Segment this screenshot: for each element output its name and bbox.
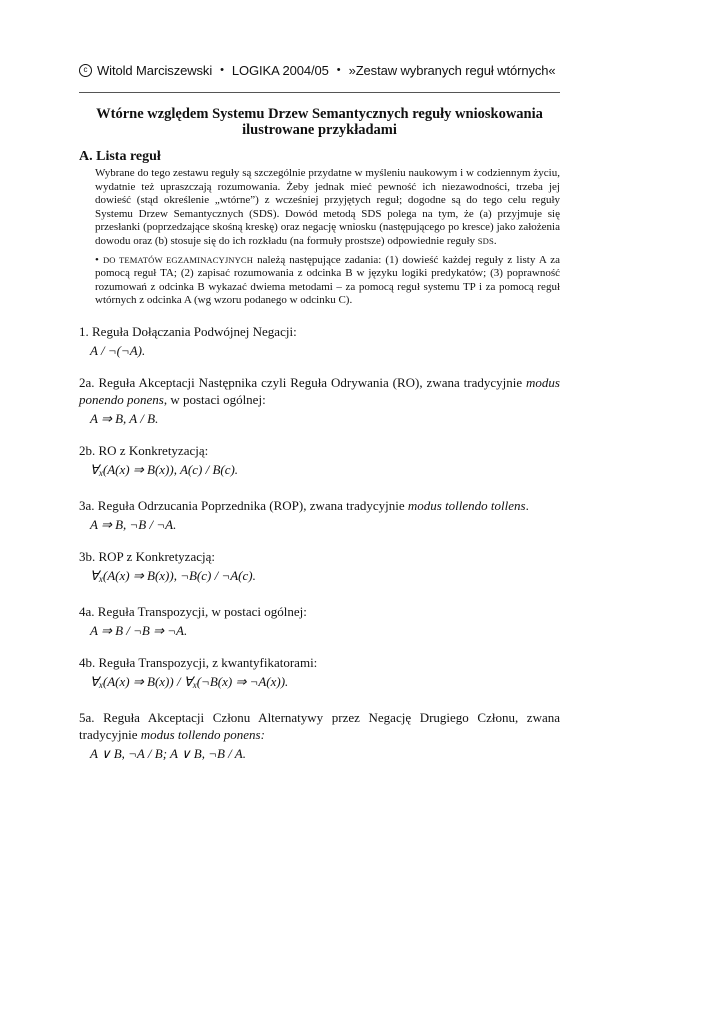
rule-4b-formula-rest: (¬B(x) ⇒ ¬A(x)). bbox=[196, 673, 289, 689]
rule-2a-text-after: , w postaci ogólnej: bbox=[163, 391, 266, 407]
rule-5a-heading bbox=[79, 709, 560, 743]
rule-2a-emphasis: modus ponendo ponens bbox=[79, 374, 560, 407]
rule-2b-formula-rest: (A(x) ⇒ B(x)), A(c) / B(c). bbox=[102, 461, 239, 477]
rule-1-text: Reguła Dołączania Podwójnej Negacji: bbox=[88, 323, 297, 339]
rule-1-heading bbox=[79, 323, 560, 340]
rule-4b-quantifier-2: ∀ bbox=[183, 673, 193, 689]
rule-4b-formula-mid: (A(x) ⇒ B(x)) / bbox=[102, 673, 184, 689]
intro-block bbox=[95, 167, 560, 308]
rule-2b-heading bbox=[79, 442, 560, 459]
rule-3b-heading bbox=[79, 548, 560, 565]
rule-2a-label: 2a. bbox=[79, 374, 95, 390]
rule-1-formula: A / ¬(¬A). bbox=[90, 342, 146, 358]
rule-2a bbox=[79, 374, 560, 427]
rule-1 bbox=[79, 323, 560, 359]
rule-2a-text: Reguła Akceptacji Następnika czyli Reguła Odrywania (RO), zwana tradycyjnie bbox=[94, 374, 527, 390]
rule-3b-formula bbox=[90, 567, 560, 588]
intro-p1-sds: SDS bbox=[477, 235, 494, 246]
document-title-line-2: ilustrowane przykładami bbox=[242, 122, 397, 138]
section-heading: A. Lista reguł bbox=[79, 149, 161, 164]
rule-5a-text: Reguła Akceptacji Członu Alternatywy przez Negację Drugiego Członu, zwana tradycyjnie bbox=[79, 709, 560, 742]
rule-4a-formula: A ⇒ B / ¬B ⇒ ¬A. bbox=[90, 622, 188, 638]
copyright-icon: c bbox=[79, 64, 92, 77]
rule-4b-heading bbox=[79, 654, 560, 671]
header-rule bbox=[79, 92, 560, 93]
rule-2a-formula: A ⇒ B, A / B. bbox=[90, 410, 159, 426]
rule-4b-quantifier-var: x bbox=[98, 679, 103, 690]
intro-paragraph-2 bbox=[95, 254, 560, 308]
rule-4a-text: Reguła Transpozycji, w postaci ogólnej: bbox=[94, 603, 307, 619]
course-name: LOGIKA 2004/05 bbox=[231, 62, 329, 78]
author-name: Witold Marciszewski bbox=[97, 62, 213, 78]
rule-5a-label: 5a. bbox=[79, 709, 95, 725]
rule-3b-text: ROP z Konkretyzacją: bbox=[95, 548, 215, 564]
running-header bbox=[79, 56, 560, 84]
rule-3b-quantifier: ∀ bbox=[90, 567, 99, 583]
header-bullet-2: • bbox=[336, 64, 341, 76]
rule-3a-emphasis: modus tollendo tollens bbox=[407, 497, 526, 513]
rule-1-label: 1. bbox=[79, 323, 89, 339]
rule-5a-emphasis: modus tollendo ponens: bbox=[140, 726, 265, 742]
rule-4b-text: Reguła Transpozycji, z kwantyfikatorami: bbox=[95, 654, 318, 670]
rule-2b-formula bbox=[90, 461, 560, 482]
rule-4b-quantifier-var-2: x bbox=[192, 679, 197, 690]
rule-3a-text-after: . bbox=[525, 497, 529, 513]
rule-2b-text: RO z Konkretyzacją: bbox=[95, 442, 209, 458]
rule-4a-heading bbox=[79, 603, 560, 620]
rule-3a-label: 3a. bbox=[79, 497, 95, 513]
document-title-line-1: Wtórne względem Systemu Drzew Semantycznych reguły wnioskowania bbox=[96, 106, 543, 122]
rule-3b-quantifier-var: x bbox=[98, 573, 103, 584]
rule-4b-formula bbox=[90, 673, 560, 694]
intro-p2-caps: DO TEMATÓW EGZAMINACYJNYCH bbox=[102, 254, 254, 265]
rule-4a bbox=[79, 603, 560, 639]
document-title bbox=[79, 106, 560, 138]
document-page bbox=[79, 56, 560, 762]
intro-p2-text: należą następujące zadania: (1) dowieść każdej reguły z listy A za pomocą reguł TA; (2) zapisać rozumowania z odcinka B w języku logiki predykatów; (3) poprawność rozumowań z odcinka B wykazać dwiema metodami – za pomocą reguł systemu TP i za pomocą reguł wtórnych z odcinka A (wg wzoru podanego w odcinku C). bbox=[95, 253, 561, 307]
rule-5a-formula: A ∨ B, ¬A / B; A ∨ B, ¬B / A. bbox=[90, 745, 246, 761]
rule-2b-label: 2b. bbox=[79, 442, 96, 458]
rule-3b-formula-rest: (A(x) ⇒ B(x)), ¬B(c) / ¬A(c). bbox=[102, 567, 256, 583]
intro-p1-end: . bbox=[493, 234, 497, 247]
series-title: »Zestaw wybranych reguł wtórnych« bbox=[348, 62, 556, 78]
rule-3b bbox=[79, 548, 560, 588]
rule-3a-text: Reguła Odrzucania Poprzednika (ROP), zwana tradycyjnie bbox=[94, 497, 408, 513]
rule-4b-label: 4b. bbox=[79, 654, 96, 670]
rule-2a-heading bbox=[79, 374, 560, 408]
rule-2b-quantifier-var: x bbox=[98, 467, 103, 478]
rule-2b bbox=[79, 442, 560, 482]
intro-paragraph-1 bbox=[95, 167, 560, 249]
rule-5a bbox=[79, 709, 560, 762]
rule-4b-quantifier: ∀ bbox=[90, 673, 99, 689]
rule-4b bbox=[79, 654, 560, 694]
rule-3a-heading bbox=[79, 497, 560, 514]
rule-4a-label: 4a. bbox=[79, 603, 95, 619]
rule-3b-label: 3b. bbox=[79, 548, 96, 564]
header-bullet-1: • bbox=[220, 64, 224, 76]
rule-3a bbox=[79, 497, 560, 533]
rule-2b-quantifier: ∀ bbox=[90, 461, 99, 477]
rule-3a-formula: A ⇒ B, ¬B / ¬A. bbox=[90, 516, 177, 532]
intro-p1-text: Wybrane do tego zestawu reguły są szczególnie przydatne w myśleniu naukowym i w codziennym życiu, wydatnie też upraszczają rozumowania. Żeby jednak mieć pewność ich niezawodności, trzeba jej dowieść (stąd określenie „wtórne”) z wcześniej przyjętych reguł; dogodne są do tego celu reguły Systemu Drzew Semantycznych (SDS). Dowód metodą SDS polega na tym, że (a) przyjmuje się przesłanki (poprzedzające skośną kreskę) oraz negację wniosku (następującego po kresce) jako założenia dowodu oraz (b) stosuje się do ich rozkładu (na formuły prostsze) odpowiednie reguły bbox=[95, 167, 560, 247]
intro-p2-bullet: • bbox=[95, 253, 99, 266]
